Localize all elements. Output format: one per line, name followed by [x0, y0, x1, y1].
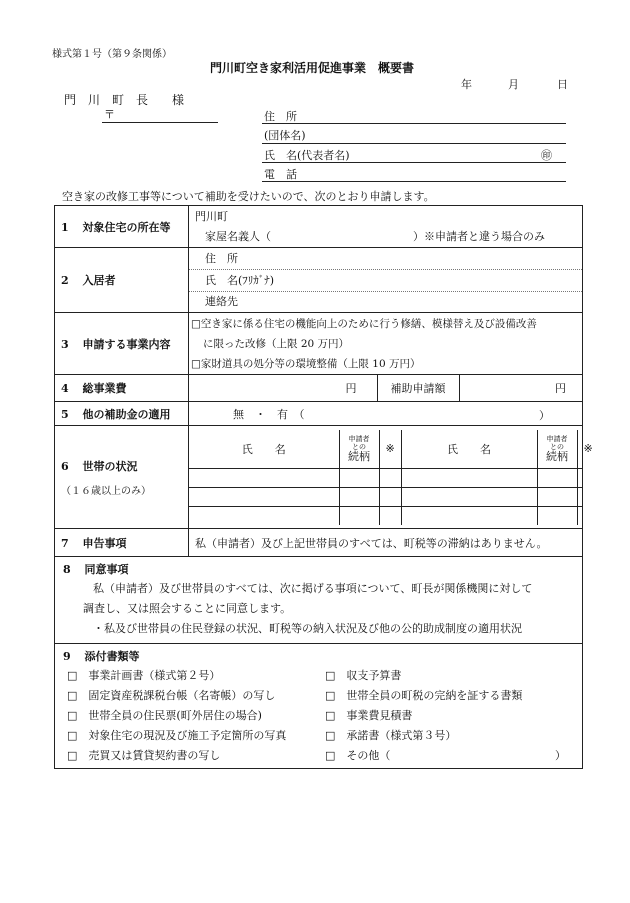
row-project-content: [55, 313, 583, 375]
household-row: [189, 487, 582, 506]
household-cell[interactable]: [537, 506, 577, 525]
subsidy-amount-field[interactable]: [459, 375, 582, 401]
row5-number: 5: [61, 407, 69, 421]
attachment-checkbox[interactable]: □ 承諾書（様式第３号）: [325, 729, 457, 742]
relation-header-line2: との: [550, 442, 564, 451]
row5-label: 他の補助金の適用: [82, 407, 171, 421]
attachment-checkbox[interactable]: □ 対象住宅の現況及び施工予定箇所の写真: [67, 729, 287, 742]
household-cell[interactable]: [401, 468, 537, 487]
addressee: 門 川 町 長 様: [64, 93, 185, 107]
household-cell[interactable]: [537, 468, 577, 487]
row1-label-cell: [55, 206, 189, 248]
row-household: [55, 426, 583, 529]
row3-label: 申請する事業内容: [82, 337, 171, 351]
row7-label-cell: [55, 529, 189, 557]
row5-content[interactable]: [189, 402, 583, 426]
row7-number: 7: [61, 536, 69, 550]
date-year: 年: [461, 78, 472, 91]
subsidy-amount-label: 補助申請額: [377, 375, 459, 401]
total-cost-field[interactable]: [189, 375, 377, 401]
row3-option2[interactable]: □家財道具の処分等の環境整備（上限 10 万円）: [191, 357, 421, 370]
row5-options[interactable]: 無 ・ 有 （: [233, 407, 305, 421]
household-cell[interactable]: [577, 506, 582, 525]
row1-number: 1: [61, 220, 69, 234]
row3-number: 3: [61, 337, 69, 351]
relation-header-line2: との: [352, 442, 366, 451]
applicant-address-line[interactable]: [262, 123, 566, 124]
date-month: 月: [508, 78, 519, 91]
household-col-relation-2: [537, 430, 577, 469]
attachment-checkbox[interactable]: □ 売買又は賃貸契約書の写し: [67, 749, 221, 762]
form-number: 様式第１号（第９条関係）: [52, 49, 172, 60]
household-row: [189, 506, 582, 525]
attachments-cell: [55, 644, 583, 769]
row8-number: 8: [63, 563, 71, 576]
household-cell[interactable]: [339, 487, 379, 506]
attachment-checkbox[interactable]: □ 事業計画書（様式第２号）: [67, 669, 221, 682]
row6-label-cell: [55, 426, 189, 529]
consent-text-1: 私（申請者）及び世帯員のすべては、次に掲げる事項について、町長が関係機関に対して: [93, 582, 533, 595]
household-cell[interactable]: [189, 506, 339, 525]
row-resident: [55, 248, 583, 313]
consent-text-3: ・私及び世帯員の住民登録の状況、町税等の納入状況及び他の公的助成制度の適用状況: [93, 622, 522, 635]
applicant-name-label: 氏 名(代表者名): [264, 149, 350, 162]
row-consent: [55, 557, 583, 644]
row2-contact-label: 連絡先: [189, 291, 582, 312]
row1-label: 対象住宅の所在等: [82, 220, 171, 234]
postal-mark: 〒: [104, 108, 115, 121]
household-cell[interactable]: [189, 487, 339, 506]
household-col-relation-1: [339, 430, 379, 469]
row3-option1[interactable]: □空き家に係る住宅の機能向上のために行う修繕、模様替え及び設備改善: [191, 317, 537, 330]
row6-sub: （１６歳以上のみ）: [61, 485, 151, 497]
row-total-cost: [55, 375, 583, 402]
row8-label: 同意事項: [84, 563, 129, 576]
row2-label-cell: [55, 248, 189, 313]
postal-code-line[interactable]: [102, 122, 218, 123]
row1-town: 門川町: [195, 209, 228, 223]
other-close: ）: [555, 749, 566, 762]
attachment-checkbox[interactable]: □ 固定資産税課税台帳（名寄帳）の写し: [67, 689, 276, 702]
household-cell[interactable]: [577, 487, 582, 506]
row4-content: [189, 375, 583, 402]
row3-option1-cont: に限った改修（上限 20 万円）: [203, 337, 350, 350]
row5-label-cell: [55, 402, 189, 426]
relation-header-line3: 続柄: [546, 449, 568, 463]
applicant-org-label: (団体名): [264, 129, 306, 142]
attachment-checkbox[interactable]: □ 世帯全員の住民票(町外居住の場合): [67, 709, 262, 722]
relation-header-line3: 続柄: [348, 449, 370, 463]
intro-text: 空き家の改修工事等について補助を受けたいので、次のとおり申請します。: [62, 190, 435, 203]
row1-content[interactable]: [189, 206, 583, 248]
row6-label: 世帯の状況: [82, 459, 138, 473]
row1-owner-label: 家屋名義人（: [205, 229, 271, 243]
household-col-name-1: 氏 名: [189, 430, 339, 469]
date-day: 日: [557, 78, 568, 91]
household-cell[interactable]: [537, 487, 577, 506]
household-table: [189, 430, 593, 525]
applicant-org-line[interactable]: [262, 143, 566, 144]
relation-header-line1: 申請者: [348, 434, 370, 443]
attachment-checkbox[interactable]: □ 収支予算書: [325, 669, 402, 682]
relation-header-line1: 申請者: [546, 434, 568, 443]
total-cost-yen: 円: [345, 382, 357, 395]
row9-label: 添付書類等: [84, 650, 140, 663]
household-col-note-1: ※: [379, 430, 401, 469]
consent-cell: [55, 557, 583, 644]
applicant-address-label: 住 所: [264, 110, 297, 123]
consent-text-2: 調査し、又は照会することに同意します。: [83, 602, 292, 615]
household-cell[interactable]: [339, 506, 379, 525]
household-col-note-2: ※: [577, 430, 582, 469]
household-cell[interactable]: [577, 468, 582, 487]
form-title: 門川町空き家利活用促進事業 概要書: [210, 61, 415, 75]
row-property-location: [55, 206, 583, 248]
row9-number: 9: [63, 650, 71, 663]
row4-label-cell: [55, 375, 189, 402]
household-cell[interactable]: [379, 506, 401, 525]
applicant-phone-label: 電 話: [264, 168, 297, 181]
row-declaration: [55, 529, 583, 557]
seal-mark: ㊞: [541, 149, 552, 162]
household-cell[interactable]: [401, 487, 537, 506]
row3-content[interactable]: [189, 313, 583, 375]
household-cell[interactable]: [401, 506, 537, 525]
row6-number: 6: [61, 459, 69, 473]
attachments-list: [63, 666, 574, 764]
applicant-name-line[interactable]: [262, 162, 566, 163]
attachment-checkbox[interactable]: □ 世帯全員の町税の完納を証する書類: [325, 689, 523, 702]
row2-number: 2: [61, 274, 69, 287]
row-attachments: [55, 644, 583, 769]
row2-content[interactable]: [189, 248, 583, 313]
row1-owner-note: ）※申請者と違う場合のみ: [413, 229, 545, 243]
applicant-phone-line[interactable]: [262, 181, 566, 182]
row4-number: 4: [61, 382, 69, 395]
attachment-checkbox[interactable]: □ 事業費見積書: [325, 709, 413, 722]
row-other-subsidy: [55, 402, 583, 426]
household-cell[interactable]: [339, 468, 379, 487]
declaration-text: 私（申請者）及び上記世帯員のすべては、町税等の滞納はありません。: [189, 529, 583, 557]
row1-owner: [195, 227, 576, 247]
row2-name-label: 氏 名(ﾌﾘｶﾞﾅ): [189, 269, 582, 291]
household-cell[interactable]: [189, 468, 339, 487]
application-form-table: [54, 205, 593, 769]
row4-label: 総事業費: [82, 382, 127, 395]
row2-address-label: 住 所: [205, 252, 238, 265]
household-cell[interactable]: [379, 468, 401, 487]
row7-label: 申告事項: [82, 536, 127, 550]
household-row: [189, 468, 582, 487]
subsidy-amount-yen: 円: [555, 382, 566, 395]
household-cell[interactable]: [379, 487, 401, 506]
household-col-name-2: 氏 名: [401, 430, 537, 469]
row2-label: 入居者: [82, 274, 116, 287]
row5-close: ）: [539, 409, 550, 422]
household-table-cell: [189, 426, 593, 529]
attachment-checkbox-other[interactable]: □ その他（: [325, 749, 391, 762]
row3-label-cell: [55, 313, 189, 375]
